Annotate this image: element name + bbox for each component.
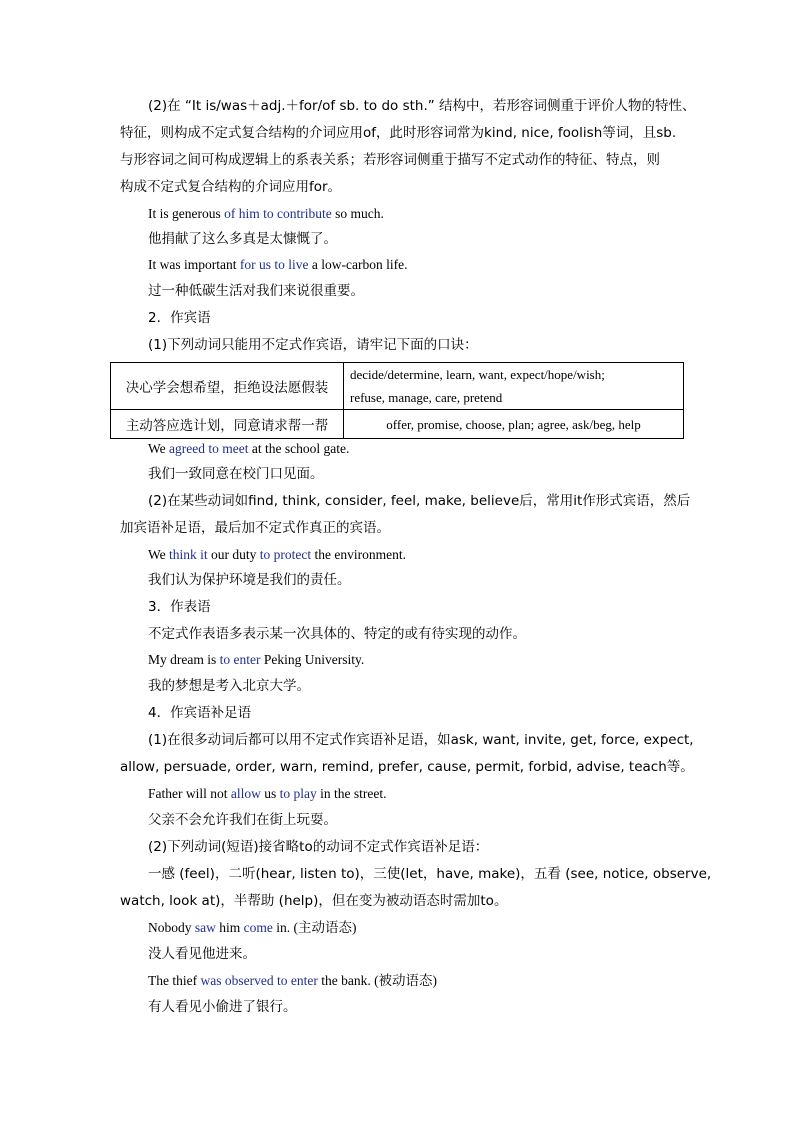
example-translation: 没人看见他进来。	[148, 946, 256, 962]
example-translation: 他捐献了这么多真是太慷慨了。	[148, 231, 337, 247]
section-heading: 4．作宾语补足语	[148, 705, 252, 721]
example-highlight: was observed to enter	[200, 973, 318, 988]
example-text: We	[148, 547, 170, 562]
example-text: My dream is	[148, 652, 220, 667]
example-sentence	[148, 919, 357, 937]
paragraph-line: 不定式作表语多表示某一次具体的、特定的或有待实现的动作。	[148, 626, 526, 642]
table-cell-mnemonic: 决心学会想希望，拒绝设法愿假装	[111, 363, 344, 410]
example-highlight: think it	[169, 547, 208, 562]
example-sentence	[148, 785, 387, 803]
example-translation: 我们一致同意在校门口见面。	[148, 466, 324, 482]
example-highlight: of him to contribute	[224, 206, 332, 221]
example-text: in the street.	[316, 786, 387, 801]
section-heading: 2．作宾语	[148, 310, 211, 326]
example-sentence	[148, 440, 349, 458]
example-text: It was important	[148, 257, 240, 272]
example-translation: 有人看见小偷进了银行。	[148, 999, 297, 1015]
example-text: us	[260, 786, 280, 801]
table-cell-verbs	[344, 363, 684, 410]
table-cell-mnemonic: 主动答应选计划，同意请求帮一帮	[111, 410, 344, 439]
paragraph-line: (2)下列动词(短语)接省略to的动词不定式作宾语补足语：	[148, 839, 489, 855]
table-row	[111, 363, 684, 410]
paragraph-line: watch, look at)，半帮助 (help)，但在变为被动语态时需加to。	[120, 893, 508, 909]
example-sentence	[148, 972, 437, 990]
paragraph-line: (1)下列动词只能用不定式作宾语，请牢记下面的口诀：	[148, 337, 478, 353]
table-cell-verbs: offer, promise, choose, plan; agree, ask/beg, help	[344, 410, 684, 439]
example-text: in. (主动语态)	[272, 920, 357, 935]
example-text: The thief	[148, 973, 201, 988]
paragraph-line: (1)在很多动词后都可以用不定式作宾语补足语，如ask, want, invite, get, force, expect,	[148, 732, 694, 748]
example-translation: 过一种低碳生活对我们来说很重要。	[148, 283, 364, 299]
example-highlight: allow	[230, 786, 261, 801]
verb-list: decide/determine, learn, want, expect/hope/wish;	[350, 367, 605, 382]
paragraph-line: 一感 (feel)，二听(hear, listen to)，三使(let，have, make)，五看 (see, notice, observe,	[148, 866, 712, 882]
example-text: Nobody	[148, 920, 195, 935]
paragraph-line: 与形容词之间可构成逻辑上的系表关系；若形容词侧重于描写不定式动作的特征、特点，则	[120, 152, 660, 168]
example-text: Father will not	[148, 786, 231, 801]
example-highlight: saw	[194, 920, 216, 935]
example-text: a low-carbon life.	[308, 257, 408, 272]
mnemonic-table	[110, 362, 684, 439]
example-text: him	[215, 920, 244, 935]
example-highlight: to enter	[219, 652, 261, 667]
paragraph-line: allow, persuade, order, warn, remind, prefer, cause, permit, forbid, advise, teach等。	[120, 759, 694, 775]
example-sentence	[148, 546, 406, 564]
example-text: We	[148, 441, 170, 456]
example-sentence	[148, 256, 407, 274]
example-text: Peking University.	[260, 652, 365, 667]
example-highlight: agreed to meet	[169, 441, 249, 456]
verb-list: refuse, manage, care, pretend	[350, 390, 503, 405]
example-highlight: to play	[279, 786, 317, 801]
example-text: our duty	[207, 547, 260, 562]
example-text: so much.	[331, 206, 384, 221]
example-text: at the school gate.	[248, 441, 350, 456]
example-translation: 我们认为保护环境是我们的责任。	[148, 572, 351, 588]
section-heading: 3．作表语	[148, 599, 211, 615]
paragraph-line: 加宾语补足语，最后加不定式作真正的宾语。	[120, 520, 390, 536]
example-text: It is generous	[148, 206, 225, 221]
example-highlight: for us to live	[239, 257, 309, 272]
example-text: the environment.	[311, 547, 407, 562]
paragraph-line: 构成不定式复合结构的介词应用for。	[120, 179, 342, 195]
example-highlight: to protect	[259, 547, 312, 562]
example-text: the bank. (被动语态)	[317, 973, 438, 988]
example-translation: 我的梦想是考入北京大学。	[148, 678, 310, 694]
table-row	[111, 410, 684, 439]
paragraph-line: (2)在 “It is/was＋adj.＋for/of sb. to do sth.” 结构中，若形容词侧重于评价人物的特性、	[148, 98, 696, 114]
paragraph-line: 特征，则构成不定式复合结构的介词应用of，此时形容词常为kind, nice, foolish等词，且sb.	[120, 125, 677, 141]
example-highlight: come	[243, 920, 273, 935]
example-sentence	[148, 651, 364, 669]
example-sentence	[148, 205, 384, 223]
paragraph-line: (2)在某些动词如find, think, consider, feel, make, believe后，常用it作形式宾语，然后	[148, 493, 691, 509]
example-translation: 父亲不会允许我们在街上玩耍。	[148, 812, 337, 828]
